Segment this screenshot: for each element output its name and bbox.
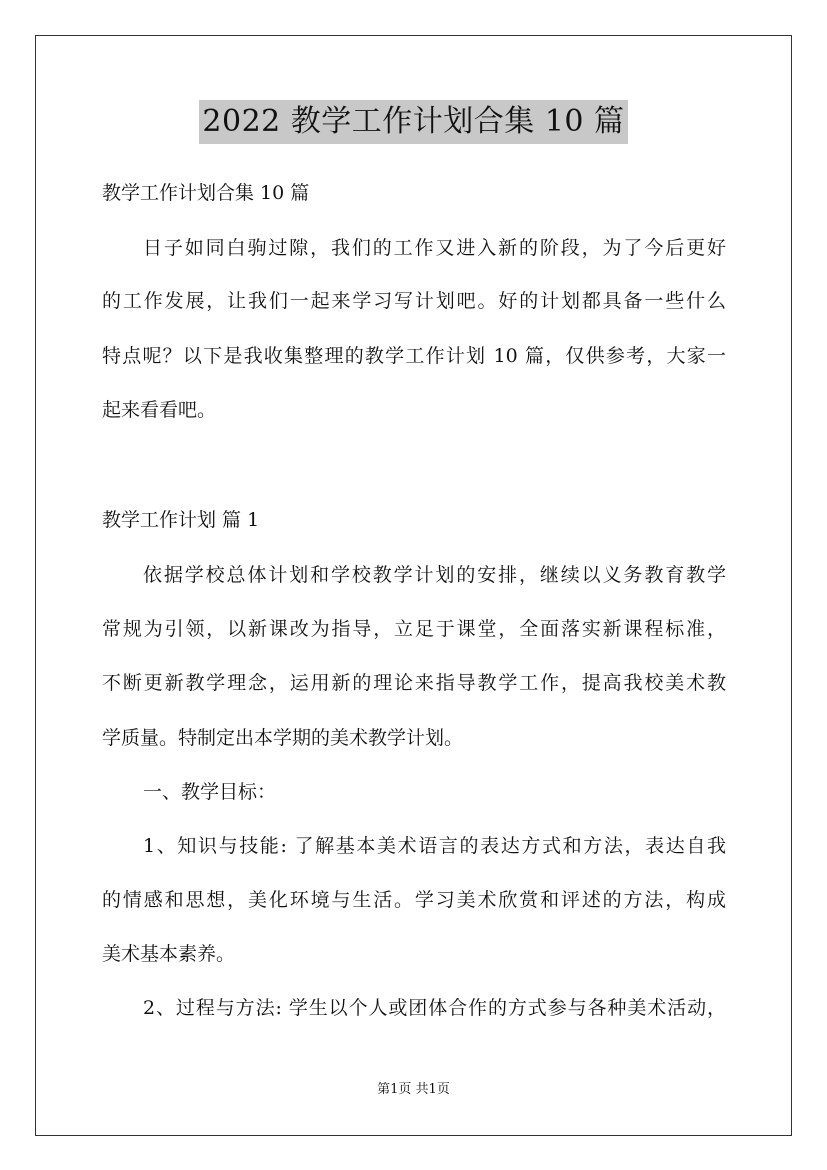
objective-line: 美术基本素养。: [102, 943, 236, 965]
intro-line: 的工作发展，让我们一起来学习写计划吧。好的计划都具备一些什么: [102, 290, 726, 312]
objective-line: 1、知识与技能: 了解基本美术语言的表达方式和方法，表达自我: [143, 835, 726, 857]
intro-line: 日子如同白驹过隙，我们的工作又进入新的阶段，为了今后更好: [143, 237, 726, 259]
intro-line: 起来看看吧。: [102, 399, 217, 421]
page-number-footer: 第1页 共1页: [377, 1082, 450, 1097]
objective-line: 的情感和思想，美化环境与生活。学习美术欣赏和评述的方法，构成: [102, 889, 726, 911]
objectives-heading: 一、教学目标：: [143, 781, 277, 803]
paragraph-line: 不断更新教学理念，运用新的理论来指导教学工作，提高我校美术教: [102, 672, 726, 694]
objective-line: 2、过程与方法: 学生以个人或团体合作的方式参与各种美术活动，: [143, 997, 726, 1019]
document-subtitle: 教学工作计划合集 10 篇: [102, 182, 310, 204]
paragraph-line: 常规为引领，以新课改为指导，立足于课堂，全面落实新课程标准，: [102, 618, 726, 640]
section-heading: 教学工作计划 篇 1: [102, 509, 260, 531]
intro-line: 特点呢？以下是我收集整理的教学工作计划 10 篇，仅供参考，大家一: [102, 345, 726, 367]
paragraph-line: 学质量。特制定出本学期的美术教学计划。: [102, 727, 464, 749]
paragraph-line: 依据学校总体计划和学校教学计划的安排，继续以义务教育教学: [143, 564, 726, 586]
title-container: [0, 100, 827, 144]
document-title: 2022 教学工作计划合集 10 篇: [199, 100, 627, 144]
